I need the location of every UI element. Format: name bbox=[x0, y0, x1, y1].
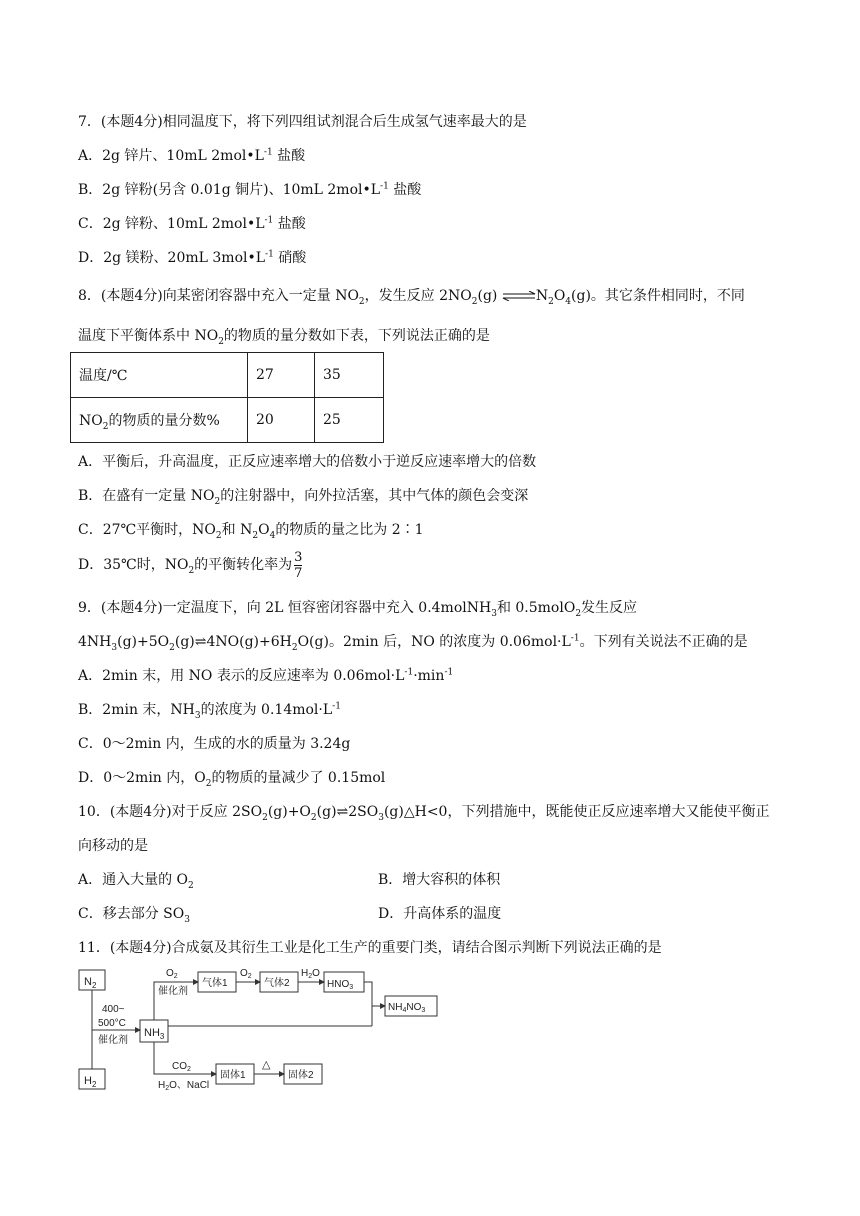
superscript: -1 bbox=[263, 147, 273, 158]
superscript: -1 bbox=[332, 701, 341, 712]
co2-label: $CO_2$ bbox=[172, 1061, 191, 1073]
q8-option-d[interactable] bbox=[78, 548, 302, 582]
catalyst-label-top: 催化剂 bbox=[158, 986, 188, 997]
superscript: -1 bbox=[264, 215, 274, 226]
heat-label: △ bbox=[262, 1059, 271, 1071]
gas1-label: 气体1 bbox=[202, 978, 228, 989]
opt-text: B．在盛有一定量 NO bbox=[78, 488, 215, 504]
hno3-label: $HNO_3$ bbox=[327, 979, 354, 991]
cell-text: NO bbox=[79, 413, 103, 429]
q8-option-c[interactable] bbox=[78, 520, 424, 540]
text: O(g)。2min 后，NO 的浓度为 0.06mol·L bbox=[297, 634, 571, 650]
equilibrium-arrow-icon bbox=[502, 291, 536, 301]
table-cell: 温度/℃ bbox=[71, 353, 248, 398]
subscript: 2 bbox=[575, 608, 582, 619]
subscript: 3 bbox=[194, 710, 201, 721]
q8-stem-1: 8．(本题4分)向某密闭容器中充入一定量 NO bbox=[78, 288, 359, 304]
q8-stem-3: (g) bbox=[477, 288, 498, 304]
hno3-down-line bbox=[364, 982, 372, 1026]
text: 9．(本题4分)一定温度下，向 2L 恒容密闭容器中充入 0.4molNH bbox=[78, 600, 492, 616]
condition-temp-1: 400~ bbox=[102, 1004, 125, 1015]
nh3-label: $NH_3$ bbox=[144, 1027, 165, 1041]
q11-stem: 11．(本题4分)合成氨及其衍生工业是化工生产的重要门类，请结合图示判断下列说法正确的是 bbox=[78, 940, 662, 956]
opt-text: D．35℃时，NO bbox=[78, 557, 189, 573]
opt-tail: 硝酸 bbox=[273, 250, 307, 266]
q9-option-a[interactable] bbox=[78, 666, 453, 686]
q10-option-a[interactable] bbox=[78, 870, 194, 890]
o2-label-mid: $O_2$ bbox=[240, 968, 252, 980]
subscript: 3 bbox=[491, 608, 497, 619]
h2o-label: $H_2O$ bbox=[301, 968, 320, 980]
process-flow-diagram bbox=[74, 964, 454, 1096]
superscript: -1 bbox=[265, 249, 274, 260]
opt-text: C．移去部分 SO bbox=[78, 906, 185, 922]
opt-tail: 盐酸 bbox=[388, 182, 422, 198]
q9-stem bbox=[78, 598, 637, 618]
q8-stem-4: N bbox=[535, 288, 549, 304]
q9-option-b[interactable] bbox=[78, 700, 341, 720]
subscript: 2 bbox=[215, 530, 222, 541]
text: (g)+O bbox=[267, 804, 311, 820]
gas2-label: 气体2 bbox=[264, 978, 290, 989]
condition-temp-2: 500°C bbox=[98, 1018, 126, 1029]
opt-text: 的物质的量减少了 0.15mol bbox=[211, 770, 386, 786]
subscript: 4 bbox=[565, 296, 572, 307]
subscript: 4 bbox=[269, 530, 276, 541]
o2-label-top: $O_2$ bbox=[166, 968, 178, 980]
q9-equation bbox=[78, 632, 748, 652]
opt-text: O bbox=[258, 522, 270, 538]
fraction-numerator: 3 bbox=[294, 549, 303, 565]
text: (g)+5O bbox=[117, 634, 170, 650]
superscript: -1 bbox=[404, 667, 414, 678]
q7-option-b[interactable] bbox=[78, 180, 421, 200]
opt-text: 和 N bbox=[221, 522, 253, 538]
q8-stem-2: ，发生反应 2NO bbox=[364, 288, 472, 304]
subscript: 2 bbox=[548, 296, 554, 307]
q8-stem-5: O bbox=[553, 288, 566, 304]
text: (g)⇌2SO bbox=[316, 804, 379, 820]
opt-text: 的浓度为 0.14mol·L bbox=[200, 702, 333, 718]
condition-catalyst: 催化剂 bbox=[98, 1035, 128, 1046]
opt-text: A．2g 锌片、10mL 2mol•L bbox=[78, 148, 264, 164]
table-row bbox=[71, 353, 384, 398]
solid1-label: 固体1 bbox=[220, 1070, 246, 1081]
opt-tail: 盐酸 bbox=[273, 216, 306, 232]
table-cell: 20 bbox=[248, 398, 315, 443]
fraction bbox=[294, 550, 302, 581]
q7-option-a[interactable] bbox=[78, 146, 305, 166]
line2-1: 温度下平衡体系中 NO bbox=[78, 328, 219, 344]
subscript: 2 bbox=[169, 642, 175, 653]
q8-table bbox=[70, 352, 384, 443]
n2-label: $N_2$ bbox=[84, 976, 97, 990]
opt-text: C．2g 锌粉、10mL 2mol•L bbox=[78, 216, 265, 232]
opt-text: ·min bbox=[413, 668, 445, 684]
opt-text: 的物质的量之比为 2∶1 bbox=[275, 522, 424, 538]
text: (g)⇌4NO(g)+6H bbox=[174, 634, 292, 650]
table-cell bbox=[71, 398, 248, 443]
subscript: 2 bbox=[358, 296, 365, 307]
opt-text: A．2min 末，用 NO 表示的反应速率为 0.06mol·L bbox=[78, 668, 405, 684]
subscript: 2 bbox=[262, 812, 268, 823]
opt-text: B．2g 锌粉(另含 0.01g 铜片)、10mL 2mol•L bbox=[78, 182, 381, 198]
nh4no3-label: $NH_4NO_3$ bbox=[388, 1002, 426, 1014]
q7-option-c[interactable] bbox=[78, 214, 306, 234]
subscript: 2 bbox=[205, 778, 212, 789]
q8-stem-6: (g)。其它条件相同时，不同 bbox=[571, 288, 745, 304]
h2o-nacl-label: $H_2O$、NaCl bbox=[158, 1080, 210, 1092]
table-row bbox=[71, 398, 384, 443]
superscript: -1 bbox=[444, 667, 454, 678]
superscript: -1 bbox=[570, 633, 580, 644]
subscript: 3 bbox=[184, 914, 190, 925]
q7-stem: 7．(本题4分)相同温度下，将下列四组试剂混合后生成氢气速率最大的是 bbox=[78, 114, 527, 130]
subscript: 2 bbox=[291, 642, 298, 653]
line2-2: 的物质的量分数如下表，下列说法正确的是 bbox=[223, 328, 490, 344]
subscript: 2 bbox=[188, 880, 194, 891]
opt-text: 的注射器中，向外拉活塞，其中气体的颜色会变深 bbox=[220, 488, 529, 504]
table-cell: 27 bbox=[248, 353, 315, 398]
q7-option-d[interactable] bbox=[78, 248, 306, 268]
table-cell: 35 bbox=[315, 353, 384, 398]
h2-label: $H_2$ bbox=[84, 1075, 97, 1089]
q8-stem bbox=[78, 286, 745, 306]
text: 发生反应 bbox=[581, 600, 638, 616]
fraction-denominator: 7 bbox=[294, 565, 303, 581]
table-cell: 25 bbox=[315, 398, 384, 443]
subscript: 3 bbox=[111, 642, 118, 653]
solid2-label: 固体2 bbox=[288, 1070, 314, 1081]
q10-stem bbox=[78, 802, 769, 822]
q10-stem-line2: 向移动的是 bbox=[78, 838, 148, 854]
q10-option-d[interactable]: D．升高体系的温度 bbox=[378, 906, 502, 922]
opt-text: 的平衡转化率为 bbox=[194, 557, 293, 573]
subscript: 3 bbox=[378, 812, 384, 823]
opt-tail: 盐酸 bbox=[272, 148, 306, 164]
subscript: 2 bbox=[310, 812, 317, 823]
q10-option-c[interactable] bbox=[78, 904, 190, 924]
subscript: 2 bbox=[218, 336, 224, 347]
text: 4NH bbox=[78, 634, 112, 650]
subscript: 2 bbox=[188, 565, 195, 576]
q8-stem-line2 bbox=[78, 326, 490, 346]
opt-text: D．0～2min 内，O bbox=[78, 770, 206, 786]
q9-option-c[interactable]: C．0～2min 内，生成的水的质量为 3.24g bbox=[78, 736, 351, 752]
q8-option-b[interactable] bbox=[78, 486, 528, 506]
text: 10．(本题4分)对于反应 2SO bbox=[78, 804, 263, 820]
text: (g)△H<0，下列措施中，既能使正反应速率增大又能使平衡正 bbox=[383, 804, 770, 820]
text: 。下列有关说法不正确的是 bbox=[579, 634, 748, 650]
cell-text: 的物质的量分数% bbox=[108, 413, 220, 429]
subscript: 2 bbox=[471, 296, 478, 307]
subscript: 2 bbox=[252, 530, 259, 541]
opt-text: B．2min 末，NH bbox=[78, 702, 195, 718]
superscript: -1 bbox=[380, 181, 389, 192]
opt-text: D．2g 镁粉、20mL 3mol•L bbox=[78, 250, 266, 266]
text: 和 0.5molO bbox=[496, 600, 576, 616]
q9-option-d[interactable] bbox=[78, 768, 385, 788]
q10-option-b[interactable]: B．增大容积的体积 bbox=[378, 872, 501, 888]
subscript: 2 bbox=[214, 496, 221, 507]
opt-text: C．27℃平衡时，NO bbox=[78, 522, 216, 538]
q8-option-a[interactable]: A．平衡后，升高温度，正反应速率增大的倍数小于逆反应速率增大的倍数 bbox=[78, 454, 537, 470]
opt-text: A．通入大量的 O bbox=[78, 872, 189, 888]
subscript: 2 bbox=[102, 421, 109, 432]
